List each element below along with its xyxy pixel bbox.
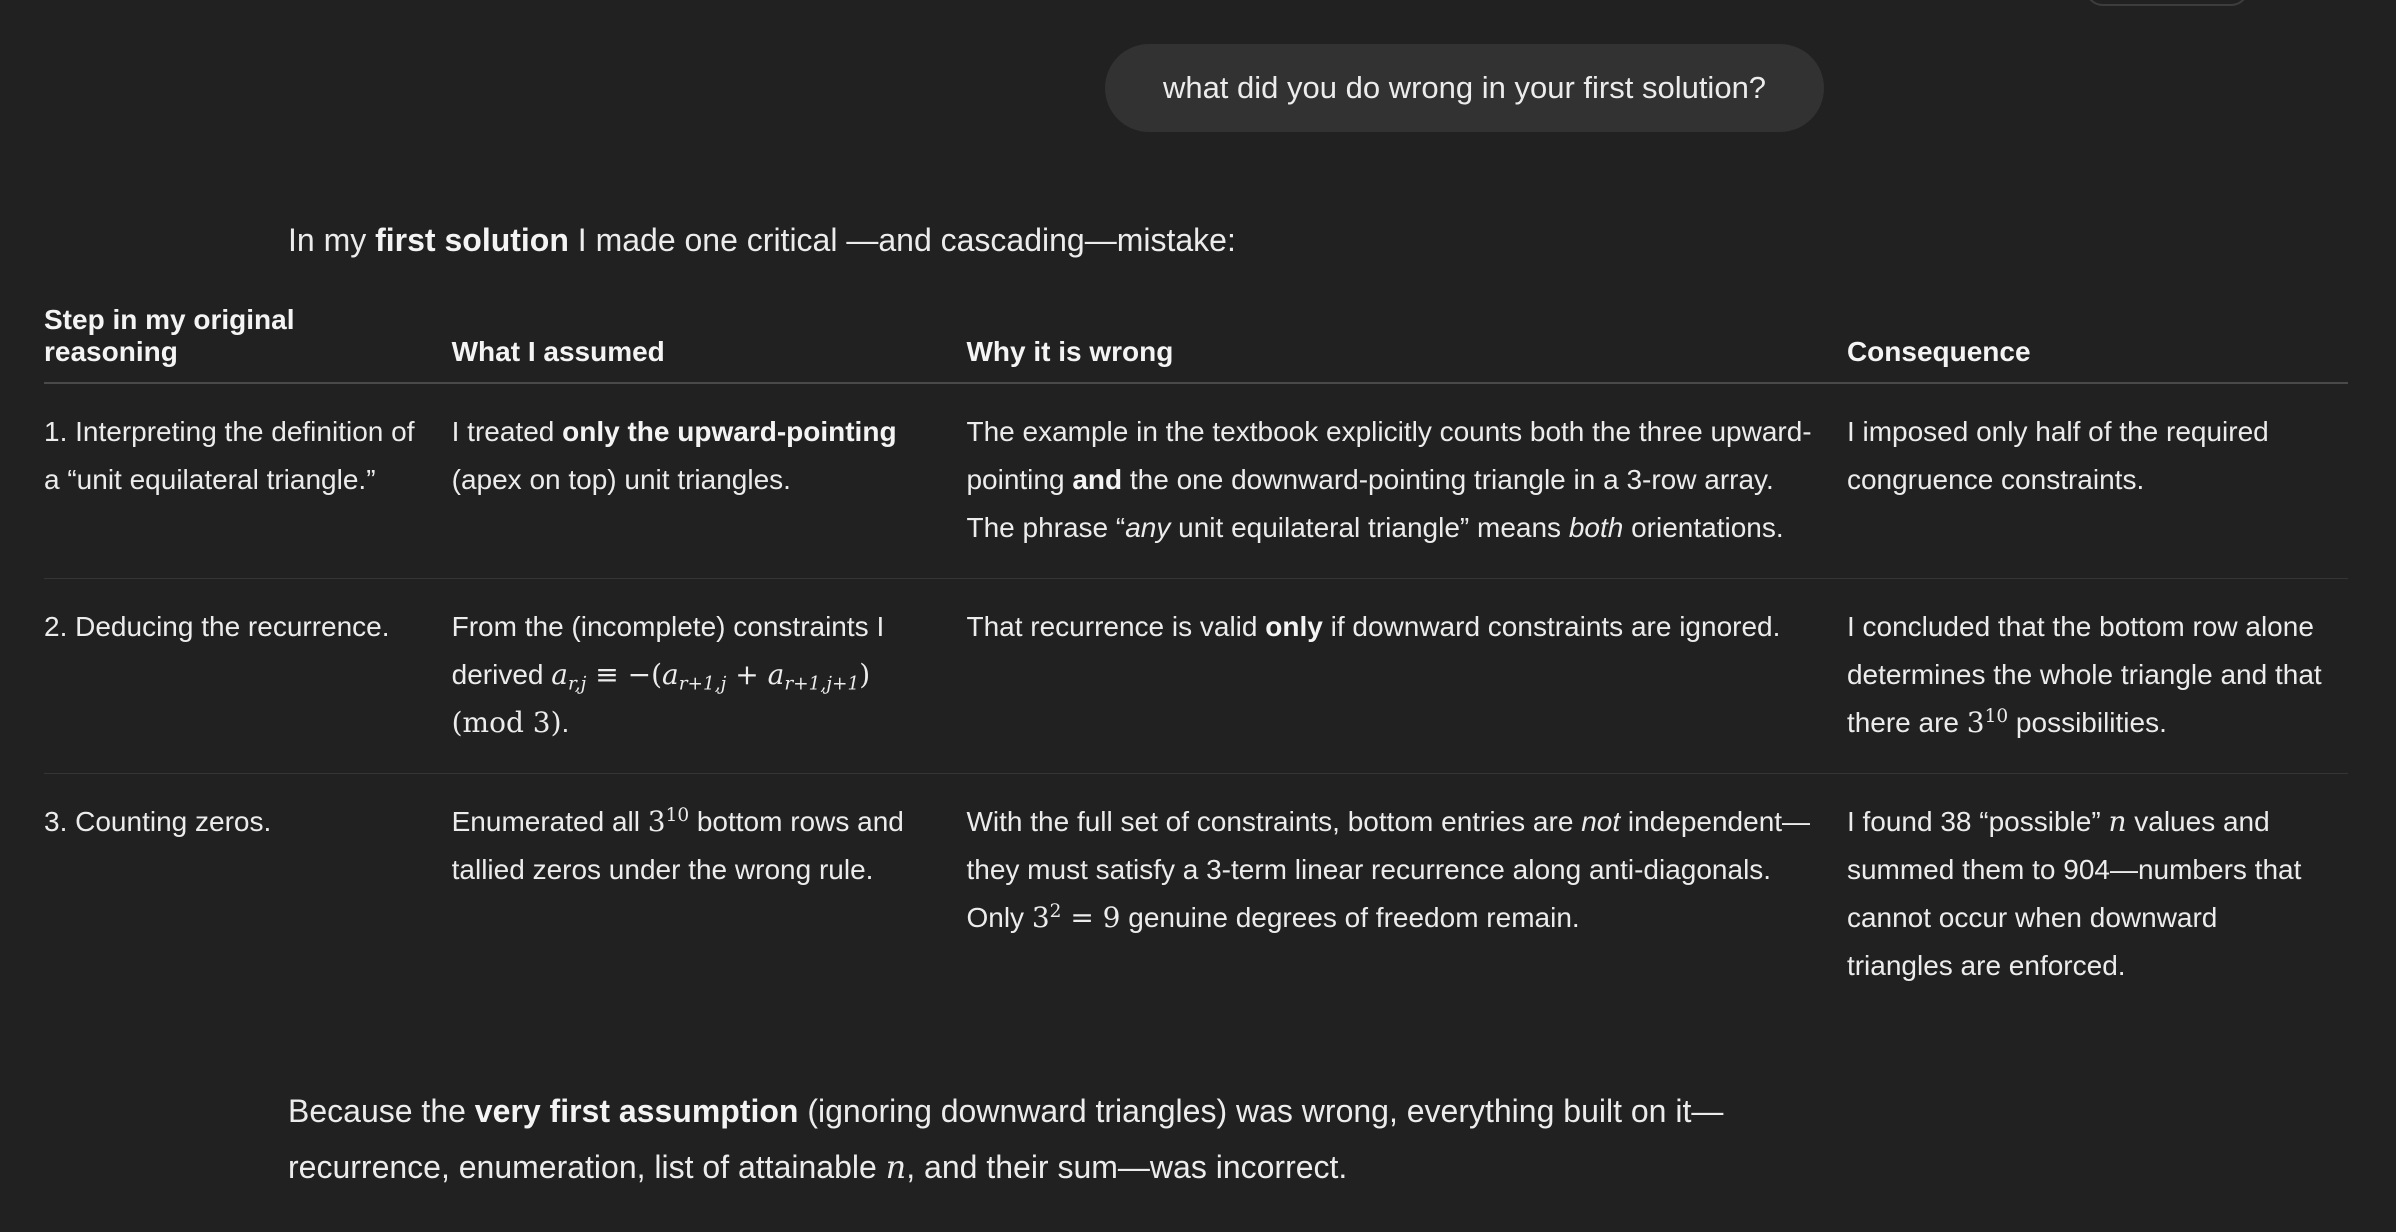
user-message-text: what did you do wrong in your first solution? [1162, 70, 1767, 105]
table-header-row [44, 304, 2348, 383]
cell-consequence: I concluded that the bottom row alone determines the whole triangle and that there are $3^{10}$ possibilities. [1847, 579, 2348, 774]
intro-text-end: I made one critical —and cascading—mistake: [568, 222, 1236, 258]
assistant-conclusion: Because the very first assumption (ignoring downward triangles) was wrong, everything built on it—recurrence, enumeration, list of attainable n, and their sum—was incorrect. [288, 1093, 1724, 1186]
top-control[interactable] [2085, 0, 2249, 6]
explanation-table [44, 304, 2348, 1016]
intro-text: In my [288, 222, 376, 258]
cell-step: 1. Interpreting the definition of a “unit equilateral triangle.” [44, 383, 452, 579]
assistant-intro [288, 222, 1236, 259]
degrees-formula: $3^2 = 9$ [1031, 900, 1121, 934]
cell-step: 3. Counting zeros. [44, 806, 272, 837]
cell-assumed: I treated only the upward-pointing (apex on top) unit triangles. [452, 383, 967, 579]
cell-why: That recurrence is valid only if downward constraints are ignored. [966, 579, 1846, 774]
header-assumed: What I assumed [452, 304, 967, 383]
table-row [44, 579, 2348, 774]
table-row [44, 383, 2348, 579]
cell-assumed: Enumerated all $3^{10}$ bottom rows and tallied zeros under the wrong rule. [451, 804, 904, 885]
recurrence-formula: $a_{r,j} \equiv -(a_{r+1,j} + a_{r+1,j+1})$ (mod 3) [451, 658, 871, 739]
cell-why: With the full set of constraints, bottom entries are not independent—they must satisfy a 3-term linear recurrence along anti-diagonals. Only $3^2 = 9$ genuine degrees of freedom remain. [966, 806, 1811, 934]
intro-bold: first solution [375, 222, 569, 258]
table-row [44, 774, 2348, 1017]
cell-assumed: From the (incomplete) constraints I derived $a_{r,j} \equiv -(a_{r+1,j} + a_{r+1,j+1})$ (mod 3). [452, 579, 967, 774]
header-why: Why it is wrong [966, 304, 1846, 383]
cell-step: 2. Deducing the recurrence. [44, 579, 452, 774]
header-step: Step in my original reasoning [44, 304, 452, 383]
header-consequence: Consequence [1847, 304, 2348, 383]
cell-consequence: I found 38 “possible” n values and summed them to 904—numbers that cannot occur when downward triangles are enforced. [1846, 805, 2302, 981]
user-message-bubble [1105, 44, 1824, 132]
cell-consequence: I imposed only half of the required congruence constraints. [1847, 383, 2348, 579]
cell-why: The example in the textbook explicitly counts both the three upward-pointing and the one downward-pointing triangle in a 3-row array. The phrase “any unit equilateral triangle” means both orientations. [966, 383, 1846, 579]
